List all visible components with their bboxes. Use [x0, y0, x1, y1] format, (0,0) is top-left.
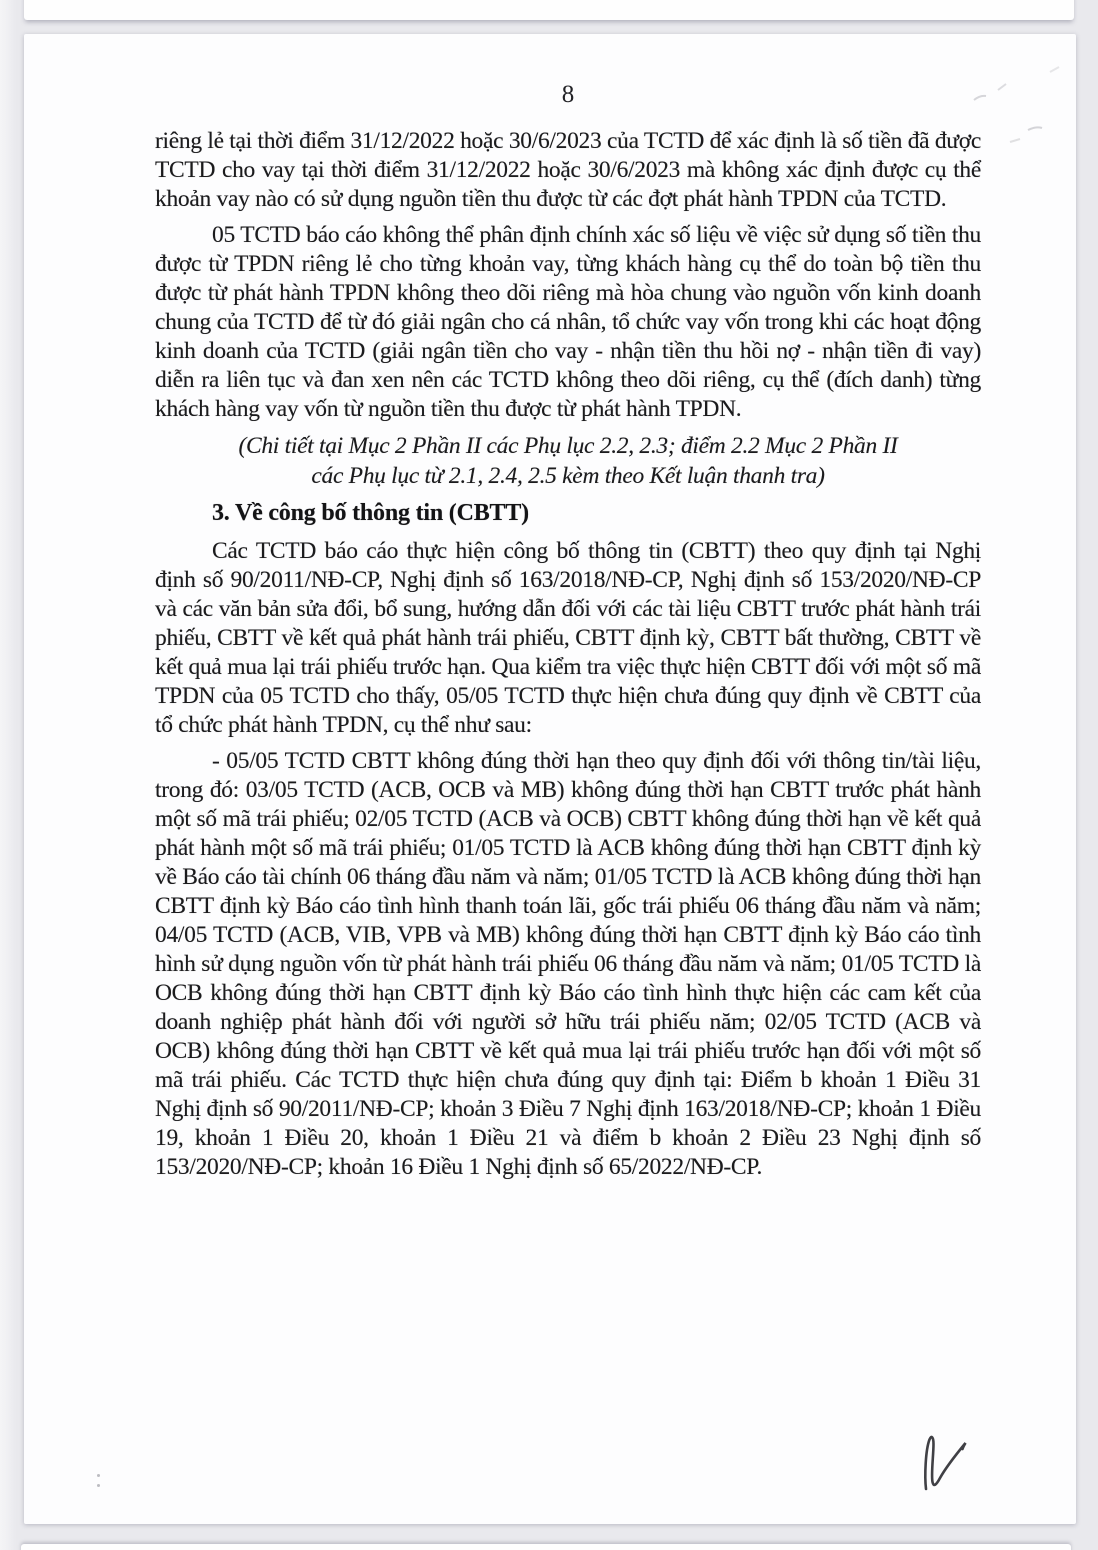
pencil-smudge-marks — [954, 42, 1074, 152]
next-page-edge — [21, 1544, 1071, 1550]
note-line-1: (Chi tiết tại Mục 2 Phần II các Phụ lục 2.2, 2.3; điểm 2.2 Mục 2 Phần II — [238, 433, 898, 459]
paragraph-cbtt-findings: - 05/05 TCTD CBTT không đúng thời hạn theo quy định đối với thông tin/tài liệu, trong đó: 03/05 TCTD (ACB, OCB và MB) không đúng thời hạn CBTT trước phát hành một số mã trái phiếu; 02/05 TCTD (ACB và OCB) CBTT không đúng thời hạn về kết quả phát hành một số mã trái phiếu; 01/05 TCTD là ACB không đúng thời hạn CBTT định kỳ về Báo cáo tài chính 06 tháng đầu năm và năm; 01/05 TCTD là ACB không đúng thời hạn CBTT định kỳ Báo cáo tình hình thanh toán lãi, gốc trái phiếu 06 tháng đầu năm và năm; 04/05 TCTD (ACB, VIB, VPB và MB) không đúng thời hạn CBTT định kỳ Báo cáo tình hình sử dụng nguồn vốn từ phát hành trái phiếu 06 tháng đầu năm và năm; 01/05 TCTD là OCB không đúng thời hạn CBTT định kỳ Báo cáo tình hình thực hiện các cam kết của doanh nghiệp phát hành đối với người sở hữu trái phiếu năm; 02/05 TCTD (ACB và OCB) không đúng thời hạn CBTT về kết quả mua lại trái phiếu trước hạn đối với một số mã trái phiếu. Các TCTD thực hiện chưa đúng quy định tại: Điểm b khoản 1 Điều 31 Nghị định số 90/2011/NĐ-CP; khoản 3 Điều 7 Nghị định 163/2018/NĐ-CP; khoản 1 Điều 19, khoản 1 Điều 20, khoản 1 Điều 21 và điểm b khoản 2 Điều 23 Nghị định số 153/2020/NĐ-CP; khoản 16 Điều 1 Nghị định số 65/2022/NĐ-CP. — [155, 748, 981, 1180]
paragraph-continuation: riêng lẻ tại thời điểm 31/12/2022 hoặc 30/6/2023 của TCTD để xác định là số tiền đã được TCTD cho vay tại thời điểm 31/12/2022 hoặc 30/6/2023 mà không xác định được cụ thể khoản vay nào có sử dụng nguồn tiền thu được từ các đợt phát hành TPDN của TCTD. — [155, 128, 981, 212]
section-heading-cbtt: 3. Về công bố thông tin (CBTT) — [212, 500, 529, 526]
signature-initial-mark — [917, 1432, 979, 1496]
paragraph-cbtt-intro: Các TCTD báo cáo thực hiện công bố thông tin (CBTT) theo quy định tại Nghị định số 90/2011/NĐ-CP, Nghị định số 163/2018/NĐ-CP, Nghị định số 153/2020/NĐ-CP và các văn bản sửa đổi, bổ sung, hướng dẫn đối với các tài liệu CBTT trước phát hành trái phiếu, CBTT về kết quả phát hành trái phiếu, CBTT định kỳ, CBTT bất thường, CBTT về kết quả mua lại trái phiếu trước hạn. Qua kiểm tra việc thực hiện CBTT đối với một số mã TPDN của 05 TCTD cho thấy, 05/05 TCTD thực hiện chưa đúng quy định về CBTT của tổ chức phát hành TPDN, cụ thể như sau: — [155, 538, 981, 738]
previous-page-edge — [24, 0, 1074, 20]
scan-speck — [97, 1474, 101, 1490]
paragraph-05tctd-report: 05 TCTD báo cáo không thể phân định chính xác số liệu về việc sử dụng số tiền thu được từ TPDN riêng lẻ cho từng khoản vay, từng khách hàng cụ thể do toàn bộ tiền thu được từ phát hành TPDN không theo dõi riêng mà hòa chung vào nguồn vốn kinh doanh chung của TCTD để từ đó giải ngân cho cá nhân, tổ chức vay vốn trong khi các hoạt động kinh doanh của TCTD (giải ngân tiền cho vay - nhận tiền thu hồi nợ - nhận tiền đi vay) diễn ra liên tục và đan xen nên các TCTD không theo dõi riêng, cụ thể (đích danh) từng khách hàng vay vốn từ nguồn tiền thu được từ phát hành TPDN. — [155, 222, 981, 422]
appendix-reference-note — [155, 431, 981, 491]
document-page — [24, 34, 1076, 1524]
page-number: 8 — [561, 81, 575, 108]
note-line-2: các Phụ lục từ 2.1, 2.4, 2.5 kèm theo Kết luận thanh tra) — [311, 463, 825, 489]
